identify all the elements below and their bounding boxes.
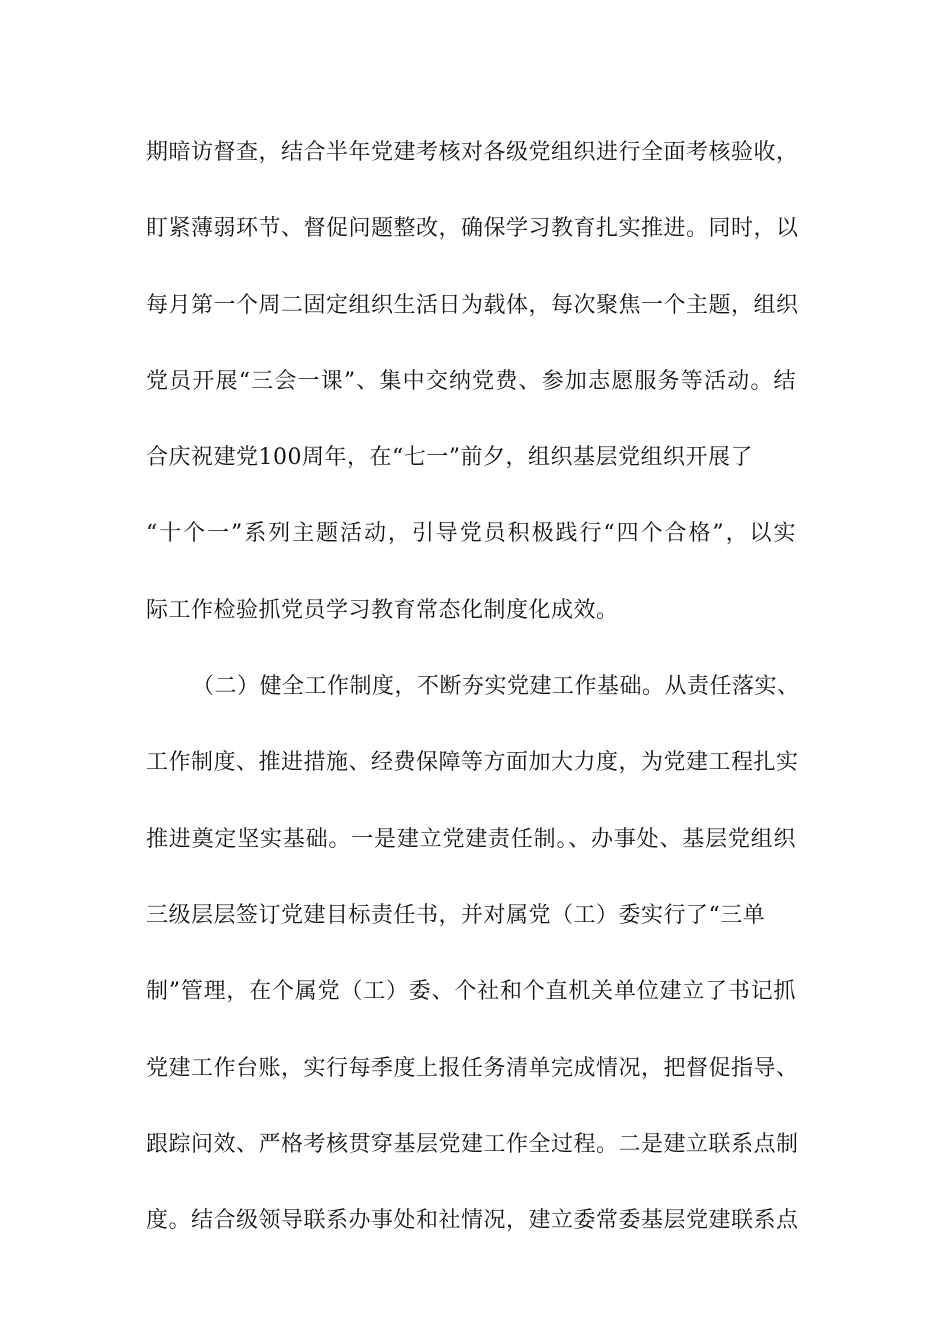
section-heading-line: （二）健全工作制度，不断夯实党建工作基础。从责任落实、 [192,674,800,700]
body-text [146,131,800,1275]
text-line-1: 期暗访督查，结合半年党建考核对各级党组织进行全面考核验收， [146,140,799,165]
text-line-5: 合庆祝建党100周年，在“七一”前夕，组织基层党组织开展了 [146,445,753,471]
text-line-13: 党建工作台账，实行每季度上报任务清单完成情况，把督促指导、 [146,1055,799,1081]
text-line-12: 制”管理，在个属党（工）委、个社和个直机关单位建立了书记抓 [146,979,796,1005]
text-line-3: 每月第一个周二固定组织生活日为载体，每次聚焦一个主题，组织 [146,292,799,318]
text-line-6: “十个一”系列主题活动，引导党员积极践行“四个合格”，以实 [146,521,796,547]
text-line-9: 工作制度、推进措施、经费保障等方面加大力度，为党建工程扎实 [146,750,799,776]
text-line-14: 跟踪问效、严格考核贯穿基层党建工作全过程。二是建立联系点制 [146,1131,799,1157]
text-line-7: 际工作检验抓党员学习教育常态化制度化成效。 [146,597,619,623]
text-line-15: 度。结合级领导联系办事处和社情况，建立委常委基层党建联系点 [146,1208,799,1234]
text-line-10: 推进奠定坚实基础。一是建立党建责任制。、办事处、基层党组织 [146,826,796,852]
text-line-11: 三级层层签订党建目标责任书，并对属党（工）委实行了“三单 [146,902,766,928]
text-line-4: 党员开展“三会一课”、集中交纳党费、参加志愿服务等活动。结 [146,368,796,394]
text-line-2: 盯紧薄弱环节、督促问题整改，确保学习教育扎实推进。同时，以 [146,216,799,242]
